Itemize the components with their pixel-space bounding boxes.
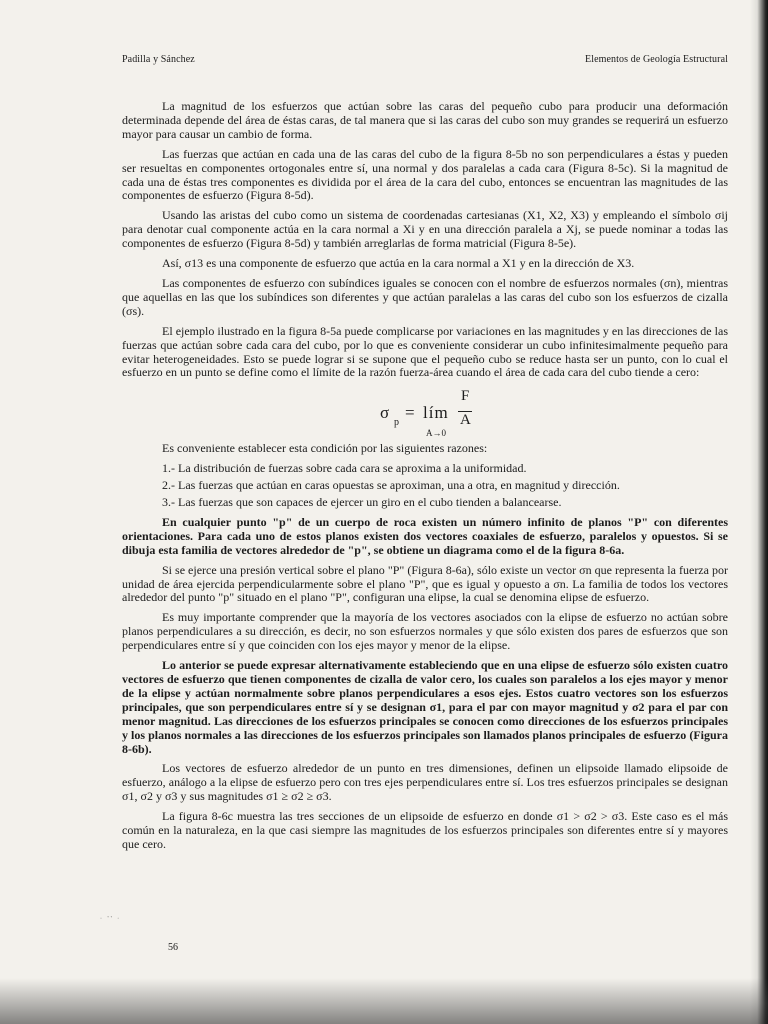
- scan-shadow-right: [750, 0, 768, 1024]
- paragraph-important-note: Es muy importante comprender que la mayoría de los vectores asociados con la elipse de esfuerzo no actúan sobre planos perpendiculares a su dirección, es decir, no son esfuerzos normales y que sólo existen dos pares de esfuerzos que son perpendiculares entre sí y que coinciden con los ejes mayor y menor de la elipse.: [122, 610, 728, 653]
- reasons-list: [122, 462, 728, 510]
- formula-subscript: p: [394, 417, 399, 429]
- formula-sigma: σ: [380, 403, 390, 423]
- paragraph-planes-vectors: En cualquier punto "p" de un cuerpo de roca existen un número infinito de planos "P" con diferentes orientaciones. Para cada uno de estos planos existen dos vectores coaxiales de esfuerzo, paralelos y opuestos. Si se dibuja esta familia de vectores alrededor de "p", se obtiene un diagrama como el de la figura 8-6a.: [122, 514, 728, 557]
- paragraph-stress-ellipse: Si se ejerce una presión vertical sobre el plano "P" (Figura 8-6a), sólo existe un vector σn que representa la fuerza por unidad de área ejercida perpendicularmente sobre el plano "P", que es igual y opuesto a σn. La familia de todos los vectores alrededor del punto "p" situado en el plano "P", configuran una elipse, la cual se denomina elipse de esfuerzo.: [122, 562, 728, 605]
- formula-lim-subscript: A→0: [426, 428, 446, 439]
- list-item: 2.- Las fuerzas que actúan en caras opuestas se aproximan, una a otra, en magnitud y dirección.: [162, 478, 620, 493]
- paragraph-stress-magnitude: La magnitud de los esfuerzos que actúan sobre las caras del pequeño cubo para producir una deformación determinada depende del área de éstas caras, de tal manera que si las caras del cubo son muy grandes se requerirá un esfuerzo mayor para causar un cambio de forma.: [122, 99, 728, 141]
- formula-numerator: F: [461, 388, 470, 405]
- stress-limit-formula: [122, 386, 728, 439]
- paragraph-coordinate-system: Usando las aristas del cubo como un sistema de coordenadas cartesianas (X1, X2, X3) y empleando el símbolo σij para denotar cual componente actúa en la cara normal a Xi y en una dirección paralela a Xj, se puede nominar a todas las componentes de esfuerzo (Figura 8-5d) y también arreglarlas de forma matricial (Figura 8-5e).: [122, 208, 728, 251]
- paragraph-force-components: Las fuerzas que actúan en cada una de las caras del cubo de la figura 8-5b no son perpendiculares a éstas y pueden ser resueltas en componentes ortogonales entre sí, una normal y dos paralelas a cada cara (Figura 8-5c). Si la magnitud de cada una de éstas tres componentes es dividida por el área de la cara del cubo, entonces se encuentran las magnitudes de las componentes de esfuerzo (Figura 8-5d).: [122, 146, 728, 203]
- formula-equals: =: [405, 403, 415, 423]
- paragraph-sigma13: Así, σ13 es una componente de esfuerzo que actúa en la cara normal a X1 y en la dirección de X3.: [162, 256, 635, 271]
- scan-specks: · '' ·: [100, 916, 122, 922]
- paragraph-principal-stresses: Lo anterior se puede expresar alternativamente estableciendo que en una elipse de esfuerzo sólo existen cuatro vectores de esfuerzo que tienen componentes de cizalla de valor cero, los cuales son paralelos a los ejes mayor y menor de la elipse y actúan normalmente sobre planos perpendiculares a esos ejes. Estos cuatro vectores son los esfuerzos principales, que son perpendiculares entre sí y se designan σ1, para el par con mayor magnitud y σ2 para el par con menor magnitud. Las direcciones de los esfuerzos principales se conocen como direcciones de los esfuerzos principales y los planos normales a las direcciones de los esfuerzos principales son llamados planos principales de esfuerzo (Figura 8-6b).: [122, 658, 728, 756]
- paragraph-normal-shear: Las componentes de esfuerzo con subíndices iguales se conocen con el nombre de esfuerzos normales (σn), mientras que aquellas en las que los subíndices son diferentes y que actúan paralelas a las caras del cubo son los esfuerzos de cizalla (σs).: [122, 275, 728, 318]
- page-body: [122, 100, 728, 858]
- running-header: [122, 54, 728, 70]
- list-item: 3.- Las fuerzas que son capaces de ejercer un giro en el cubo tienden a balancearse.: [162, 495, 562, 510]
- page-number: 56: [168, 942, 178, 953]
- header-book-title: Elementos de Geología Estructural: [585, 54, 728, 65]
- paragraph-ellipsoid-sections: La figura 8-6c muestra las tres secciones de un elipsoide de esfuerzo en donde σ1 > σ2 > σ3. Este caso es el más común en la naturaleza, en la que casi siempre las magnitudes de los esfuerzos principales son diferentes entre sí y mayores que cero.: [122, 809, 728, 851]
- formula-lim: lím: [423, 403, 449, 423]
- paragraph-stress-ellipsoid: Los vectores de esfuerzo alrededor de un punto en tres dimensiones, definen un elipsoide llamado elipsoide de esfuerzo, análogo a la elipse de esfuerzo pero con tres ejes perpendiculares entre sí. Los tres esfuerzos principales se designan σ1, σ2 y σ3 y sus magnitudes σ1 ≥ σ2 ≥ σ3.: [122, 761, 728, 804]
- paragraph-reasons-intro: Es conveniente establecer esta condición por las siguientes razones:: [162, 441, 488, 456]
- scan-shadow-bottom: [0, 978, 768, 1024]
- list-item: 1.- La distribución de fuerzas sobre cada cara se aproxima a la uniformidad.: [162, 461, 527, 476]
- formula-denominator: A: [460, 412, 471, 429]
- header-authors: Padilla y Sánchez: [122, 54, 195, 65]
- paragraph-stress-at-point: El ejemplo ilustrado en la figura 8-5a puede complicarse por variaciones en las magnitudes y en las direcciones de las fuerzas que actúan sobre cada cara del cubo, por lo que es conveniente considerar un cubo infinitesimalmente pequeño para evitar heterogeneidades. Esto se puede lograr si se supone que el pequeño cubo se reduce hasta ser un punto, con lo cual el esfuerzo en un punto se define como el límite de la razón fuerza-área cuando el área de cada cara del cubo tiende a cero:: [122, 323, 728, 380]
